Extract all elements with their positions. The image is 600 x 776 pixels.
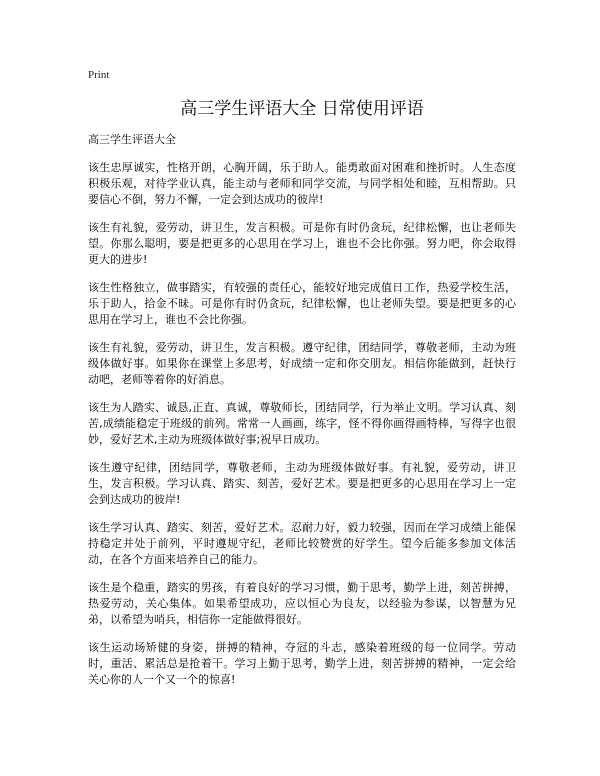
- comment-paragraph: 该生遵守纪律，团结同学，尊敬老师，主动为班级体做好事。有礼貌，爱劳动，讲卫生，发言积极。学习认真、踏实、刻苦，爱好艺术。要是把更多的心思用在学习上一定会到达成功的彼岸!: [88, 461, 516, 506]
- page-title: 高三学生评语大全 日常使用评语: [180, 99, 424, 119]
- comments-content: [88, 160, 516, 700]
- comment-paragraph: 该生忠厚诚实，性格开朗，心胸开阔，乐于助人。能勇敢面对困难和挫折时。人生态度积极乐观，对待学业认真，能主动与老师和同学交流，与同学相处和睦，互相帮助。只要信心不倒，努力不懈，一定会到达成功的彼岸!: [88, 161, 516, 206]
- print-link[interactable]: Print: [88, 69, 110, 81]
- comment-paragraph: 该生性格独立，做事踏实，有较强的责任心，能较好地完成值日工作，热爱学校生活，乐于助人，拾金不昧。可是你有时仍贪玩，纪律松懈，也让老师失望。要是把更多的心思用在学习上，谁也不会比你强。: [88, 281, 516, 326]
- comment-paragraph: 该生有礼貌，爱劳动，讲卫生，发言积极。可是你有时仍贪玩，纪律松懈，也让老师失望。你那么聪明，要是把更多的心思用在学习上，谁也不会比你强。努力吧，你会取得更大的进步!: [88, 221, 516, 266]
- section-subtitle: 高三学生评语大全: [88, 133, 176, 146]
- comment-paragraph: 该生为人踏实、诚恳,正直、真诚，尊敬师长，团结同学，行为举止文明。学习认真、刻苦,成绩能稳定于班级的前列。常常一人画画，练字，怪不得你画得画特棒，写得字也很妙，爱好艺术,主动为班级体做好事;祝早日成功。: [88, 401, 516, 446]
- comment-paragraph: 该生学习认真、踏实、刻苦，爱好艺术。忍耐力好，毅力较强，因而在学习成绩上能保持稳定并处于前列，平时遵规守纪，老师比较赞赏的好学生。望今后能多参加文体活动，在各个方面来培养自己的能力。: [88, 521, 516, 566]
- comment-paragraph: 该生是个稳重，踏实的男孩，有着良好的学习习惯，勤于思考，勤学上进，刻苦拼搏，热爱劳动，关心集体。如果希望成功，应以恒心为良友，以经验为参谋，以智慧为兄弟，以希望为哨兵，相信你一定能做得很好。: [88, 581, 516, 626]
- comment-paragraph: 该生有礼貌，爱劳动，讲卫生，发言积极。遵守纪律，团结同学，尊敬老师，主动为班级体做好事。如果你在课堂上多思考，好成绩一定和你交朋友。相信你能做到，赶快行动吧，老师等着你的好消息。: [88, 341, 516, 386]
- comment-paragraph: 该生运动场矫健的身姿，拼搏的精神，夺冠的斗志，感染着班级的每一位同学。劳动时，重活、累活总是抢着干。学习上勤于思考，勤学上进，刻苦拼搏的精神，一定会给关心你的人一个又一个的惊喜!: [88, 641, 516, 686]
